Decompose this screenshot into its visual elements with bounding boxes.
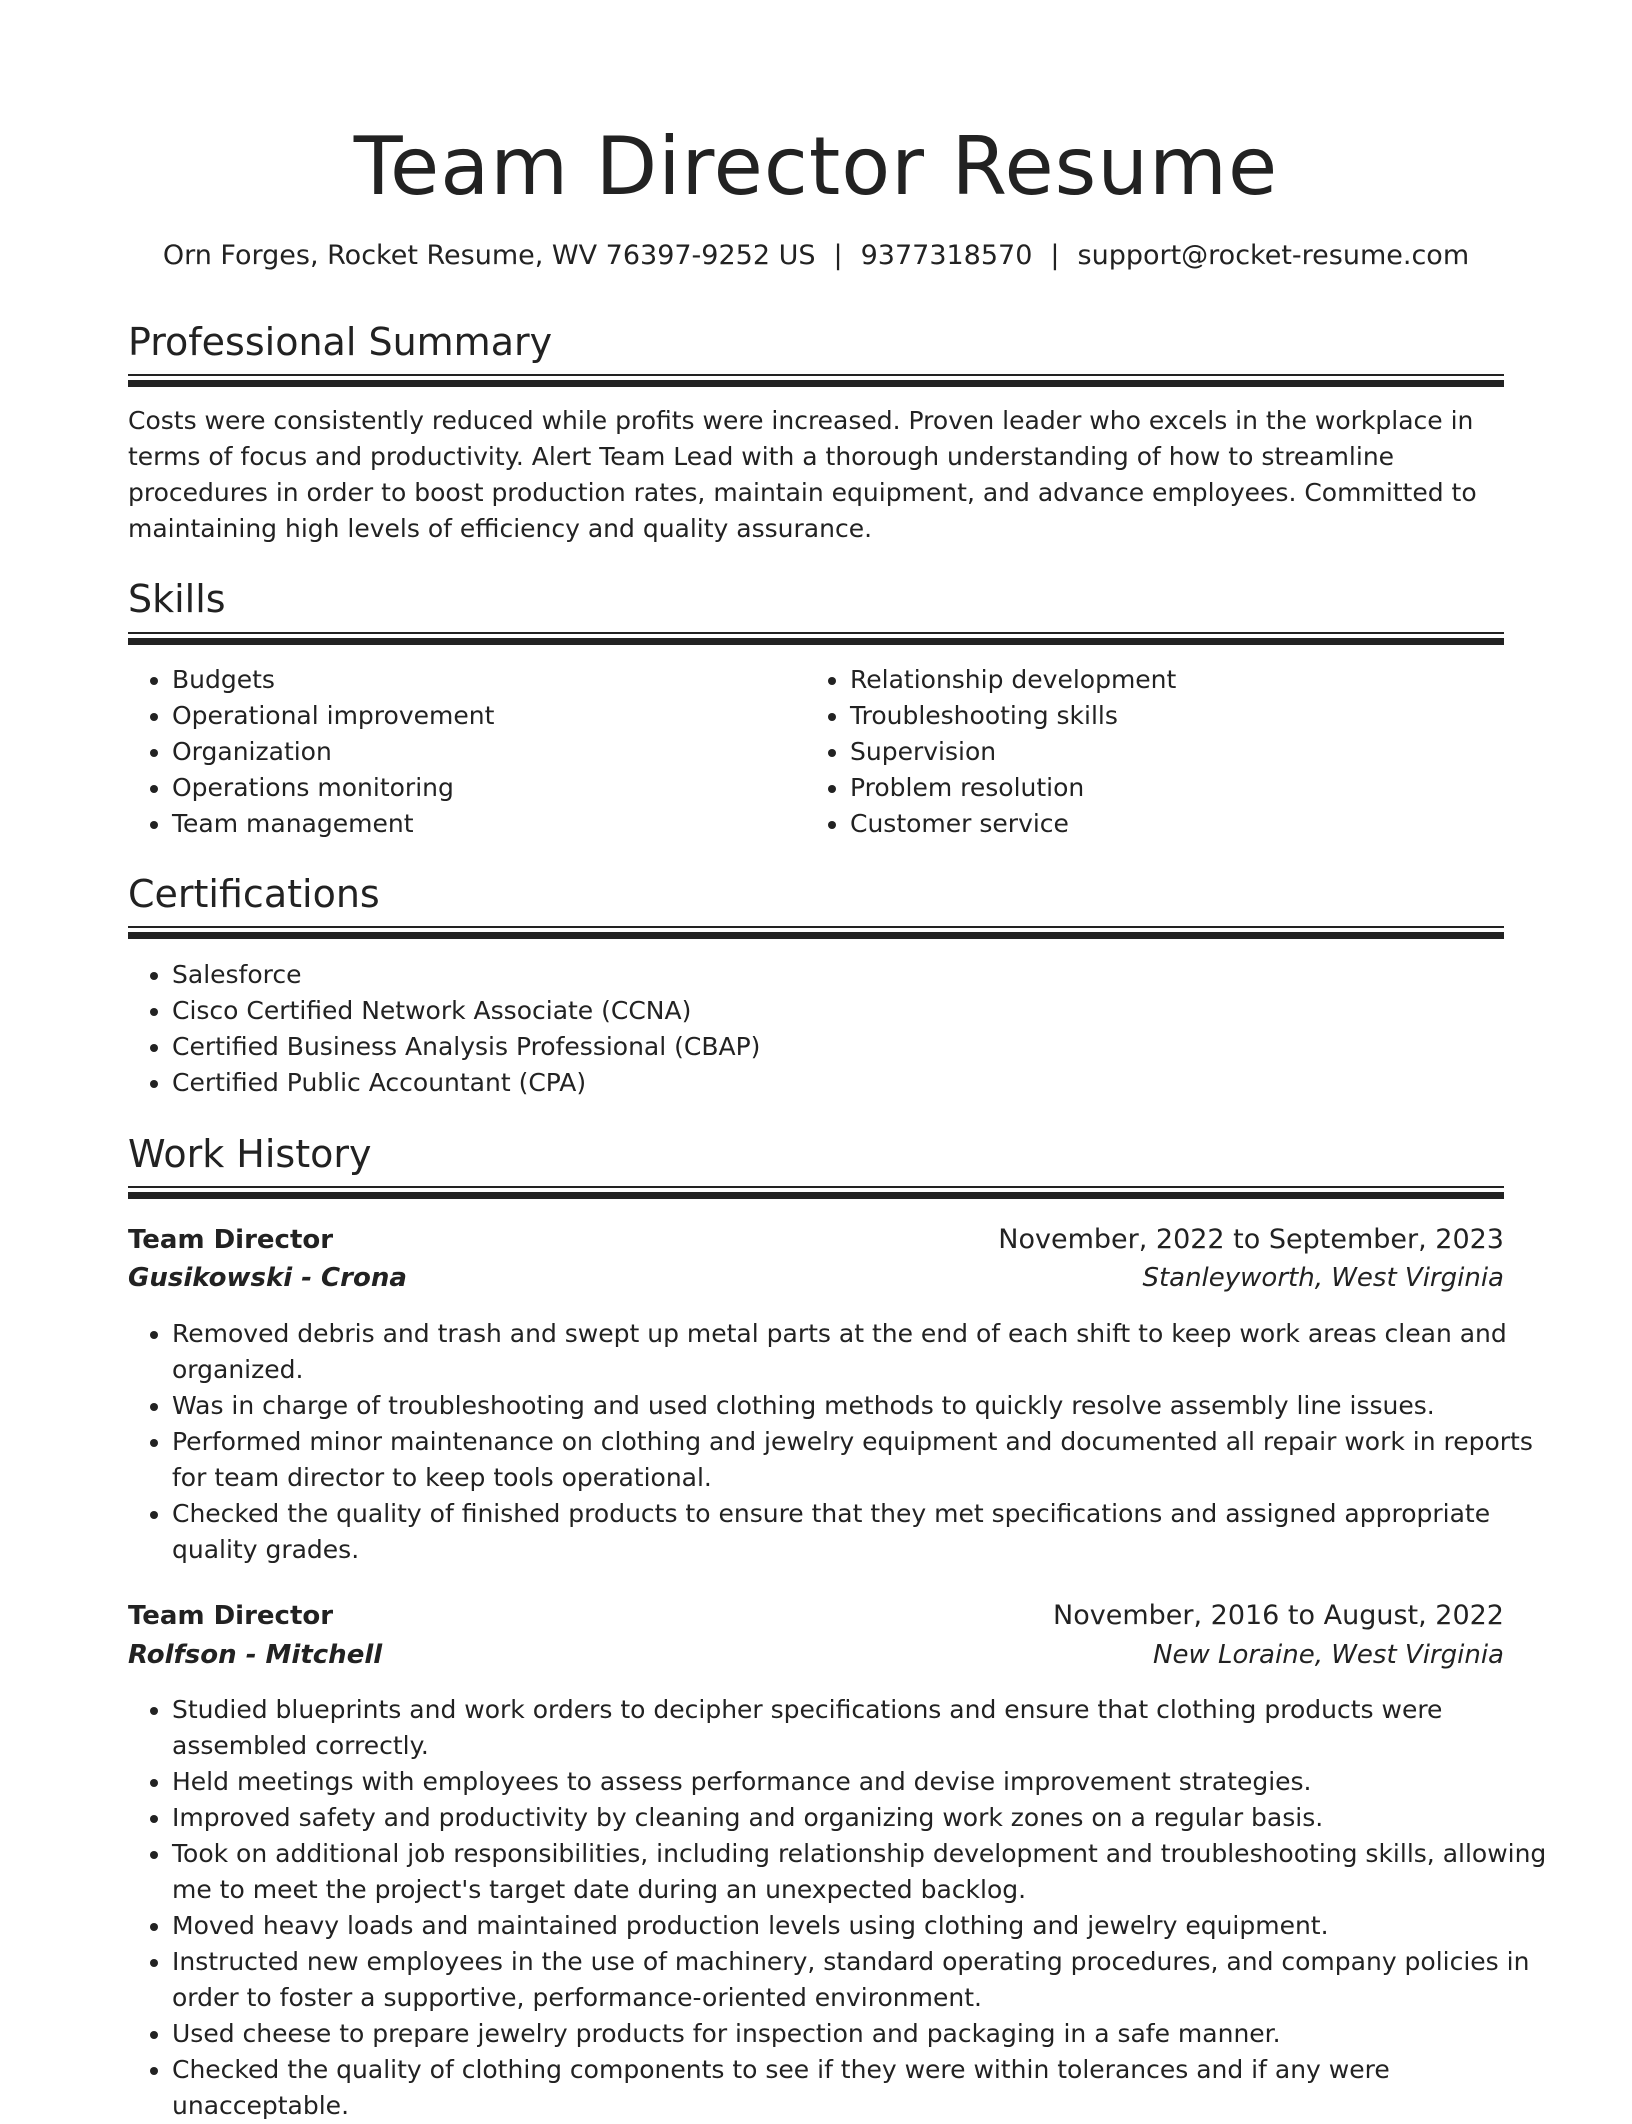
certifications-list: [128, 957, 1548, 1101]
job-duty-item: • Studied blueprints and work orders to decipher specifications and ensure that clothing products were assembled correctly.: [172, 1692, 1548, 1764]
job-dates: November, 2022 to September, 2023: [998, 1224, 1504, 1255]
job-duty-item: • Took on additional job responsibilities, including relationship development and troubleshooting skills, allowing me to meet the project's target date during an unexpected backlog.: [172, 1836, 1548, 1908]
job-header: [128, 1222, 1504, 1262]
job-duty-item: • Was in charge of troubleshooting and used clothing methods to quickly resolve assembly line issues.: [172, 1388, 1548, 1424]
certification-item: • Certified Public Accountant (CPA): [172, 1065, 1548, 1101]
contact-line: [0, 238, 1632, 274]
skills-list-left: [128, 662, 792, 842]
job-duty-item: • Checked the quality of finished products to ensure that they met specifications and assigned appropriate quality grades.: [172, 1496, 1548, 1568]
job-duty-item: • Held meetings with employees to assess performance and devise improvement strategies.: [172, 1764, 1548, 1800]
job-company: Gusikowski - Crona: [128, 1263, 407, 1293]
section-divider: [128, 374, 1504, 387]
contact-phone: 9377318570: [860, 240, 1033, 271]
section-heading-skills: Skills: [128, 577, 226, 621]
contact-email[interactable]: support@rocket-resume.com: [1077, 240, 1470, 271]
contact-separator: |: [1050, 240, 1060, 271]
job-duty-item: • Used cheese to prepare jewelry products for inspection and packaging in a safe manner.: [172, 2016, 1548, 2052]
job-duties-list: [128, 1692, 1548, 2124]
section-heading-summary: Professional Summary: [128, 320, 553, 364]
job-subheader: [128, 1260, 1504, 1300]
job-title: Team Director: [128, 1225, 334, 1255]
job-subheader: [128, 1637, 1504, 1677]
section-divider: [128, 632, 1504, 645]
job-duty-item: • Checked the quality of clothing components to see if they were within tolerances and if any were unacceptable.: [172, 2052, 1548, 2124]
job-duty-item: • Removed debris and trash and swept up metal parts at the end of each shift to keep work areas clean and organized.: [172, 1316, 1548, 1388]
job-location: New Loraine, West Virginia: [1153, 1640, 1504, 1670]
skill-item: • Budgets: [172, 662, 792, 698]
contact-separator: |: [833, 240, 843, 271]
job-duty-item: • Instructed new employees in the use of machinery, standard operating procedures, and company policies in order to foster a supportive, performance-oriented environment.: [172, 1944, 1548, 2016]
contact-address: Orn Forges, Rocket Resume, WV 76397-9252 US: [162, 240, 816, 271]
job-location: Stanleyworth, West Virginia: [1142, 1263, 1504, 1293]
skill-item: • Organization: [172, 734, 792, 770]
job-duty-item: • Improved safety and productivity by cleaning and organizing work zones on a regular basis.: [172, 1800, 1548, 1836]
section-divider: [128, 1186, 1504, 1199]
job-duty-item: • Moved heavy loads and maintained production levels using clothing and jewelry equipment.: [172, 1908, 1548, 1944]
summary-text: Costs were consistently reduced while profits were increased. Proven leader who excels in the workplace in terms of focus and productivity. Alert Team Lead with a thorough understanding of how to streamline procedures in order to boost production rates, maintain equipment, and advance employees. Committed to maintaining high levels of efficiency and quality assurance.: [128, 406, 1477, 543]
skill-item: • Troubleshooting skills: [850, 698, 1540, 734]
resume-title: Team Director Resume: [353, 120, 1279, 213]
skill-item: • Operational improvement: [172, 698, 792, 734]
skill-item: • Relationship development: [850, 662, 1540, 698]
job-duty-item: • Performed minor maintenance on clothing and jewelry equipment and documented all repair work in reports for team director to keep tools operational.: [172, 1424, 1548, 1496]
skill-item: • Team management: [172, 806, 792, 842]
skill-item: • Customer service: [850, 806, 1540, 842]
section-heading-certifications: Certifications: [128, 872, 380, 916]
skill-item: • Supervision: [850, 734, 1540, 770]
skills-list-right: [806, 662, 1540, 842]
section-divider: [128, 926, 1504, 939]
job-header: [128, 1598, 1504, 1638]
job-duties-list: [128, 1316, 1548, 1568]
skill-item: • Problem resolution: [850, 770, 1540, 806]
certification-item: • Certified Business Analysis Professional (CBAP): [172, 1029, 1548, 1065]
certification-item: • Salesforce: [172, 957, 1548, 993]
job-title: Team Director: [128, 1601, 334, 1631]
section-heading-work-history: Work History: [128, 1132, 372, 1176]
skill-item: • Operations monitoring: [172, 770, 792, 806]
certification-item: • Cisco Certified Network Associate (CCNA): [172, 993, 1548, 1029]
job-dates: November, 2016 to August, 2022: [1053, 1600, 1504, 1631]
job-company: Rolfson - Mitchell: [128, 1640, 383, 1670]
